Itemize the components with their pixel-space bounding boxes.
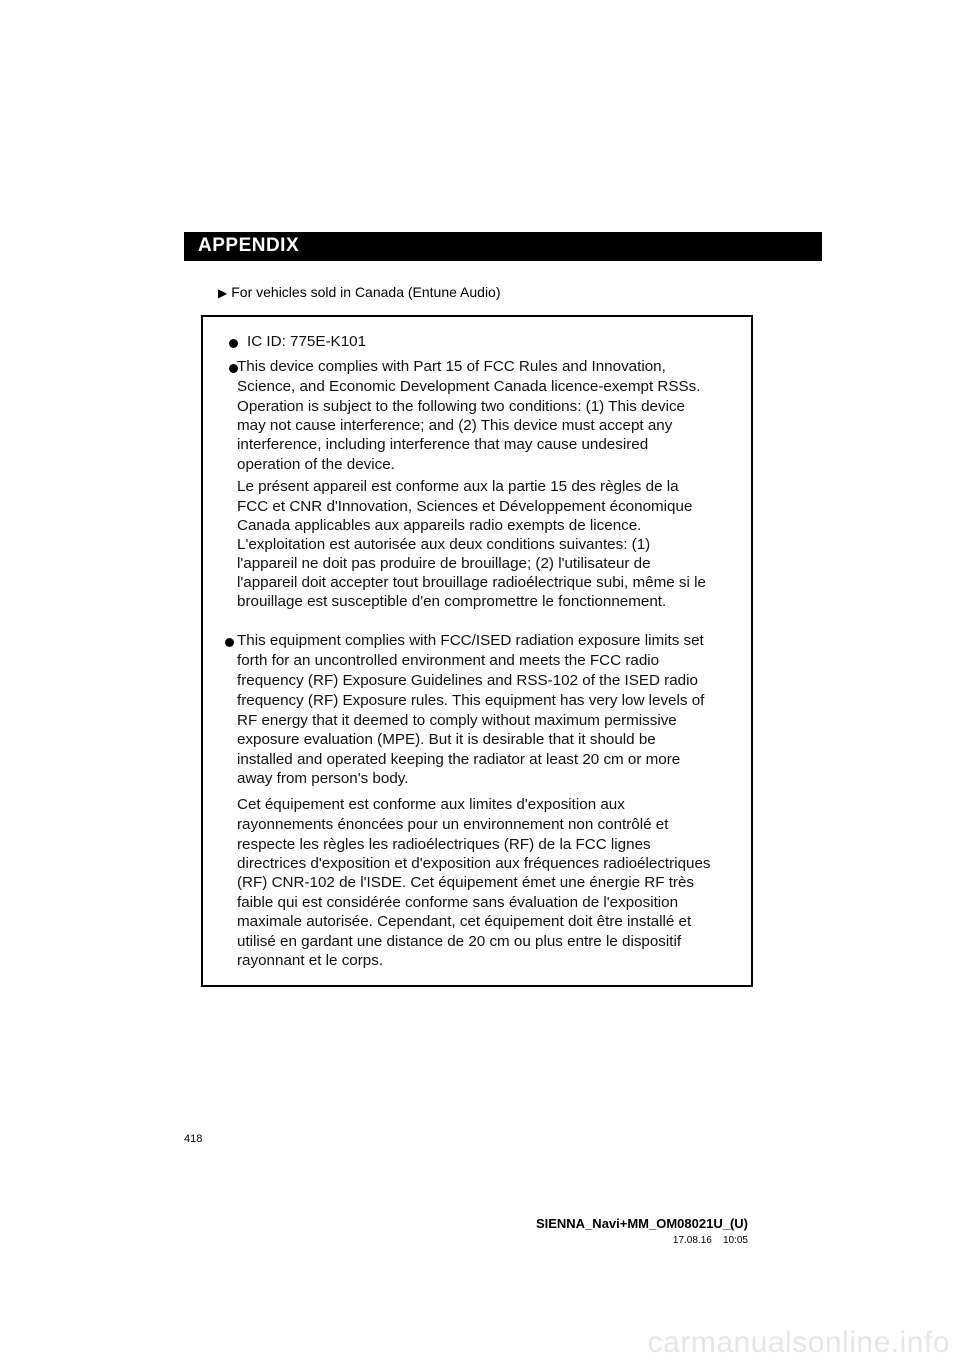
section-title: APPENDIX xyxy=(198,235,300,256)
fcc-fr-line: l'appareil doit accepter tout brouillage radioélectrique subi, même si le xyxy=(237,574,706,591)
rf-fr-line: Cet équipement est conforme aux limites d'exposition aux xyxy=(237,796,625,813)
fcc-en-line: This device complies with Part 15 of FCC Rules and Innovation, xyxy=(237,358,666,375)
rf-fr-line: faible qui est considérée conforme sans évaluation de l'exposition xyxy=(237,894,679,911)
rf-en-line: frequency (RF) Exposure Guidelines and RSS-102 of the ISED radio xyxy=(237,672,698,689)
rf-fr-line: maximale autorisée. Cependant, cet équipement doit être installé et xyxy=(237,913,692,930)
fcc-fr-line: brouillage est susceptible d'en compromettre le fonctionnement. xyxy=(237,593,667,610)
section-header xyxy=(184,232,822,261)
rf-en-line: frequency (RF) Exposure rules. This equipment has very low levels of xyxy=(237,692,705,709)
rf-en-line: exposure evaluation (MPE). But it is desirable that it should be xyxy=(237,731,656,748)
fcc-en-line: may not cause interference; and (2) This device must accept any xyxy=(237,417,673,434)
ic-id-line: IC ID: 775E-K101 xyxy=(247,333,367,350)
subheading-text: For vehicles sold in Canada (Entune Audio) xyxy=(231,284,501,300)
fcc-en-line: Science, and Economic Development Canada licence-exempt RSSs. xyxy=(237,378,701,395)
rf-en-line: forth for an uncontrolled environment and meets the FCC radio xyxy=(237,652,660,669)
subheading xyxy=(218,284,501,300)
fcc-fr-line: Le présent appareil est conforme aux la partie 15 des règles de la xyxy=(237,478,679,495)
print-time: 10:05 xyxy=(722,1235,748,1246)
bullet-icon xyxy=(229,339,238,348)
rf-fr-line: rayonnant et le corps. xyxy=(237,952,384,969)
document-id: SIENNA_Navi+MM_OM08021U_(U) xyxy=(535,1216,748,1231)
rf-fr-line: utilisé en gardant une distance de 20 cm ou plus entre le dispositif xyxy=(237,933,682,950)
print-date: 17.08.16 xyxy=(672,1235,712,1246)
rf-en-line: away from person's body. xyxy=(237,770,409,787)
rf-fr-line: rayonnements énoncées pour un environnement non contrôlé et xyxy=(237,816,669,833)
rf-fr-line: respecte les règles les radioélectriques (RF) de la FCC lignes xyxy=(237,836,651,853)
rf-en-line: installed and operated keeping the radiator at least 20 cm or more xyxy=(237,751,681,768)
rf-fr-line: directrices d'exposition et d'exposition aux fréquences radioélectriques xyxy=(237,855,711,872)
print-timestamp xyxy=(673,1235,748,1246)
regulatory-label xyxy=(201,315,753,987)
fcc-en-line: interference, including interference that may cause undesired xyxy=(237,436,649,453)
rf-en-line: RF energy that it deemed to comply without maximum permissive xyxy=(237,712,677,729)
page-number: 418 xyxy=(184,1133,203,1145)
watermark: carmanualsonline.info xyxy=(647,1326,950,1359)
fcc-fr-line: l'appareil ne doit pas produire de brouillage; (2) l'utilisateur de xyxy=(237,555,651,572)
fcc-en-line: operation of the device. xyxy=(237,456,395,473)
fcc-fr-line: FCC et CNR d'Innovation, Sciences et Développement économique xyxy=(237,498,693,515)
rf-fr-line: (RF) CNR-102 de l'ISDE. Cet équipement émet une énergie RF très xyxy=(237,874,695,891)
triangle-right-icon: ▶ xyxy=(218,286,228,300)
fcc-fr-line: Canada applicables aux appareils radio exempts de licence. xyxy=(237,517,642,534)
bullet-icon xyxy=(225,638,234,647)
fcc-en-line: Operation is subject to the following two conditions: (1) This device xyxy=(237,398,685,415)
rf-en-line: This equipment complies with FCC/ISED radiation exposure limits set xyxy=(237,632,704,649)
fcc-fr-line: L'exploitation est autorisée aux deux conditions suivantes: (1) xyxy=(237,536,651,553)
